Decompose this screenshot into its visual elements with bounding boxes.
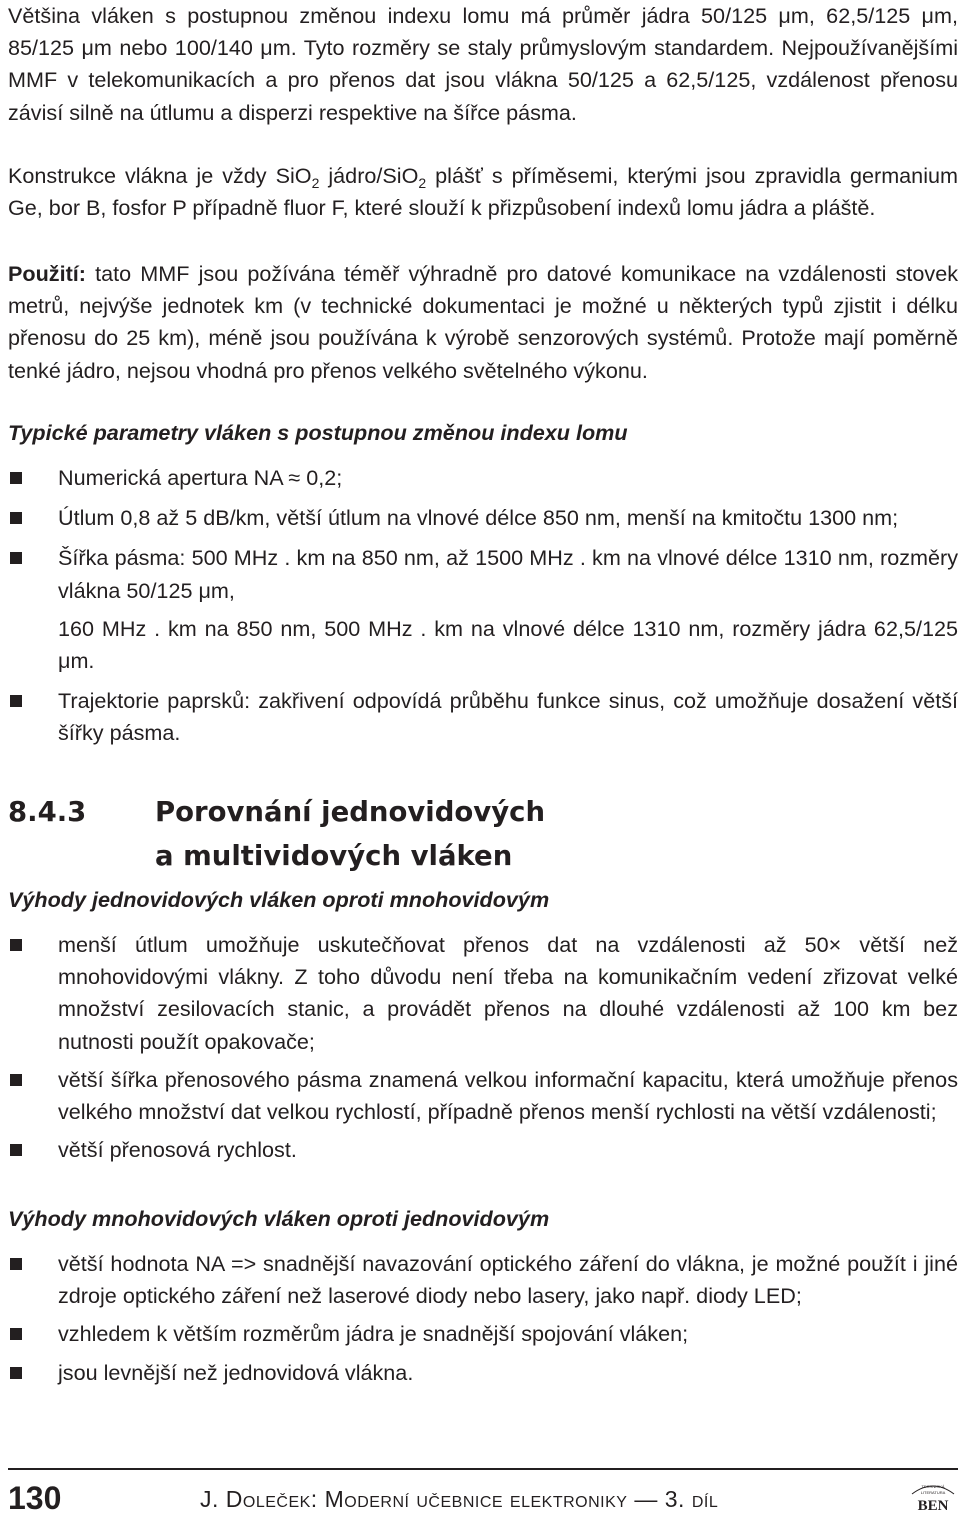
usage-text: tato MMF jsou požívána téměř výhradně pro datové komunikace na vzdálenosti stovek metrů, nejvýše jednotek km (v technické dokumentaci je možné u některých typů zjistit i délku přenosu do 25 km), méně jsou používána k výrobě senzorových systémů. Protože mají poměrně tenké jádro, nejsou vhodná pro přenos velkého světelného výkonu. (8, 261, 958, 383)
list-item: vzhledem k větším rozměrům jádra je snadnější spojování vláken; (8, 1318, 958, 1350)
list-item: Numerická apertura NA ≈ 0,2; (8, 462, 958, 494)
bandwidth-continuation: 160 MHz . km na 850 nm, 500 MHz . km na vlnové délce 1310 nm, rozměry jádra 62,5/125 μm. (58, 615, 958, 674)
list-item: menší útlum umožňuje uskutečňovat přenos dat na vzdálenosti až 50× větší než mnohovidovými vlákny. Z toho důvodu není třeba na komunikačním vedení zřizovat velké množství zesilovacích stanic, a provádět přenos na dlouhé vzdálenosti až 100 km bez nutnosti použít opakovače; (8, 929, 958, 1058)
paragraph-core-dimensions: Většina vláken s postupnou změnou indexu lomu má průměr jádra 50/125 μm, 62,5/125 μm, 85/125 μm nebo 100/140 μm. Tyto rozměry se staly průmyslovým standardem. Nejpoužívanějšími MMF v telekomunikacích a pro přenos dat jsou vlákna 50/125 a 62,5/125, vzdálenost přenosu závisí silně na útlumu a disperzi respektive na šířce pásma. (8, 3, 958, 125)
svg-text:LITERATURA: LITERATURA (920, 1490, 946, 1495)
bullet-square-icon (10, 939, 22, 951)
bullet-square-icon (10, 512, 22, 524)
ben-logo-icon (908, 1480, 958, 1514)
construction-text-a: Konstrukce vlákna je vždy SiO (8, 163, 312, 188)
bullet-square-icon (10, 1328, 22, 1340)
publisher-logo (908, 1480, 958, 1514)
section-title (155, 790, 755, 878)
list-item: Útlum 0,8 až 5 dB/km, větší útlum na vlnové délce 850 nm, menší na kmitočtu 1300 nm; (8, 502, 958, 534)
list-item: jsou levnější než jednovidová vlákna. (8, 1357, 958, 1389)
list-item: větší hodnota NA => snadnější navazování optického záření do vlákna, je možné použít i jiné zdroje optického záření než laserové diody nebo lasery, jako např. diody LED; (8, 1248, 958, 1312)
list-item: Trajektorie paprsků: zakřivení odpovídá průběhu funkce sinus, což umožňuje dosažení větší šířky pásma. (8, 685, 958, 749)
construction-text-b: jádro/SiO (319, 163, 419, 188)
single-mode-advantages-list (8, 929, 958, 1166)
single-mode-advantages-heading: Výhody jednovidových vláken oproti mnohovidovým (8, 887, 550, 912)
construction-text-c: plášť s příměsemi, kterými jsou zpravidla germanium Ge, bor B, fosfor P případně fluor F, které slouží k přizpůsobení indexů lomu jádra a pláště. (8, 163, 958, 221)
subscript-2: 2 (418, 175, 427, 191)
section-title-line-2: a multividových vláken (155, 840, 513, 872)
bullet-square-icon (10, 1258, 22, 1270)
multi-mode-advantages-list (8, 1248, 958, 1389)
paragraph-usage (8, 258, 958, 387)
bullet-square-icon (10, 1367, 22, 1379)
typical-params-list (8, 462, 958, 750)
list-item: Šířka pásma: 500 MHz . km na 850 nm, až 1500 MHz . km na vlnové délce 1310 nm, rozměry vlákna 50/125 μm, 160 MHz . km na 850 nm, 500 MHz . km na vlnové délce 1310 nm, rozměry jádra 62,5/125 μm. (8, 542, 958, 677)
bullet-square-icon (10, 552, 22, 564)
section-title-line-1: Porovnání jednovidových (155, 796, 546, 828)
usage-label: Použití: (8, 261, 86, 286)
svg-text:TECHNICKÁ: TECHNICKÁ (921, 1484, 945, 1489)
list-item: větší šířka přenosového pásma znamená velkou informační kapacitu, která umožňuje přenos velkého množství dat velkou rychlostí, případně přenos menší rychlosti na větší vzdálenosti; (8, 1064, 958, 1128)
bullet-square-icon (10, 1074, 22, 1086)
subscript-2: 2 (311, 175, 320, 191)
running-title: J. Doleček: Moderní učebnice elektroniky — 3. díl (200, 1486, 719, 1512)
section-number: 8.4.3 (8, 796, 87, 828)
paragraph-construction (8, 160, 958, 224)
bullet-square-icon (10, 695, 22, 707)
bullet-square-icon (10, 472, 22, 484)
footer-divider (8, 1468, 958, 1470)
page-number: 130 (8, 1480, 62, 1516)
bullet-square-icon (10, 1144, 22, 1156)
list-item: větší přenosová rychlost. (8, 1134, 958, 1166)
svg-text:BEN: BEN (917, 1498, 949, 1514)
typical-params-heading: Typické parametry vláken s postupnou změnou indexu lomu (8, 420, 628, 445)
multi-mode-advantages-heading: Výhody mnohovidových vláken oproti jednovidovým (8, 1206, 550, 1231)
